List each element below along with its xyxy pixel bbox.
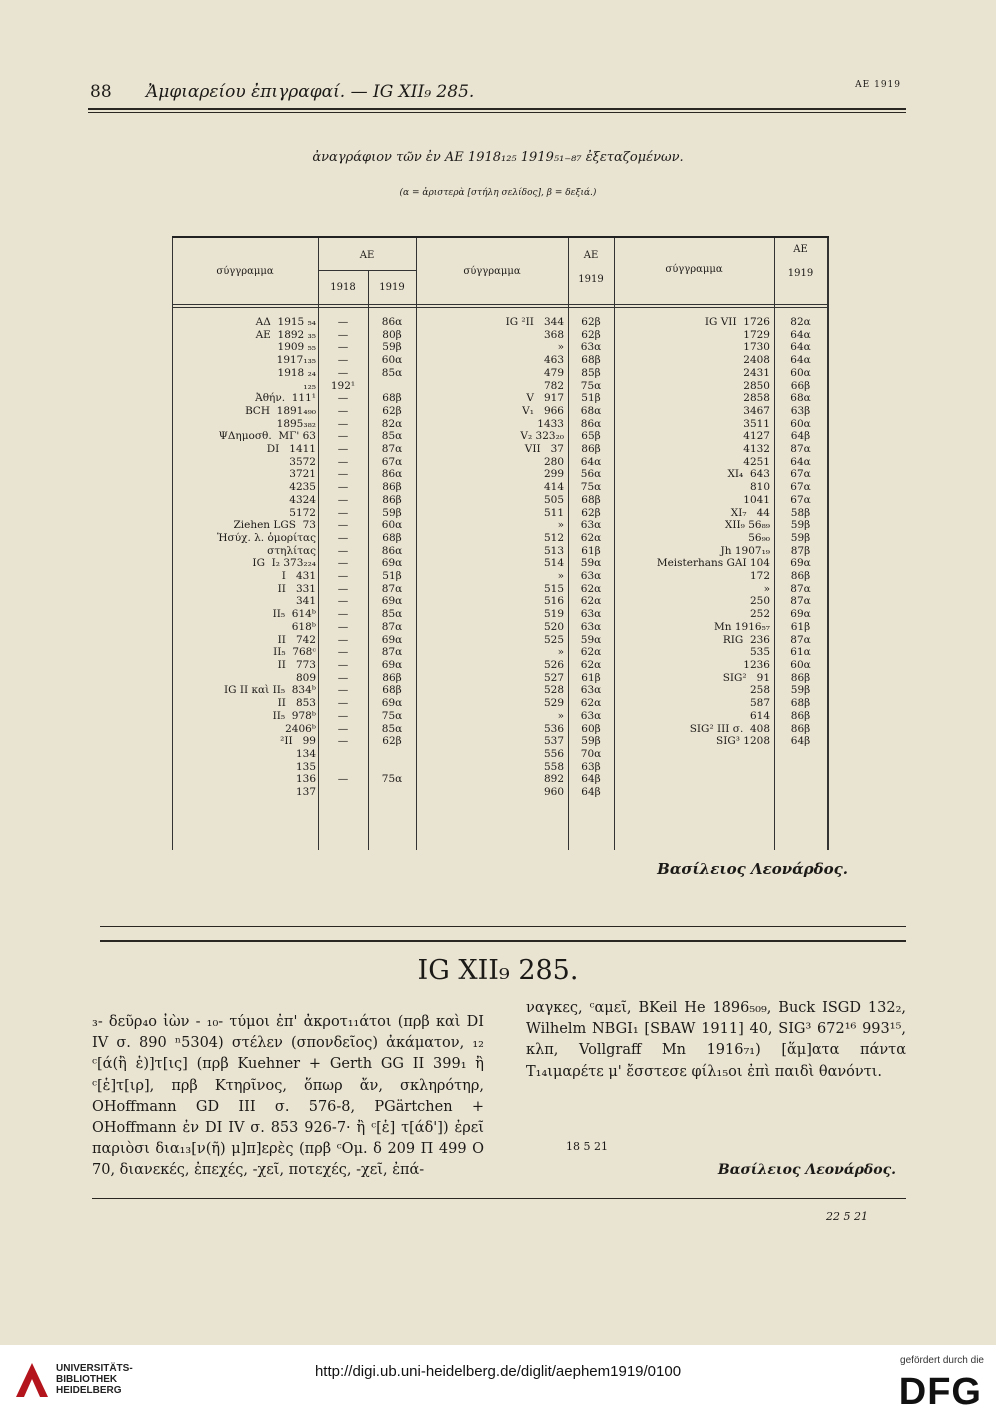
col-header-syngramma-3: σύγγραμμα	[665, 264, 723, 275]
col-header-ae-1: ΑΕ	[359, 250, 375, 261]
col-header-syngramma-1: σύγγραμμα	[216, 266, 274, 277]
dfg-logo: DFG	[898, 1371, 982, 1413]
funded-by-label: gefördert durch die	[900, 1355, 984, 1366]
block3-1919: 82α 64α 64α 64α 60α 66β 68α 63β 60α 64β 87α 64α 67α 67α 67α 58β 59β 59β 87β 69α 86β 87α 87α 69α 61β 87α 61α 60α 86β 59β 68β 86β 86β 64β	[790, 316, 811, 748]
section-rule-2	[100, 940, 906, 942]
journal-tag: ΑΕ 1919	[855, 80, 901, 90]
body-right-column: ναγκες, ᶜαμεῖ, BKeil He 1896₅₀₉, Buck ISGD 132₂, Wilhelm NBGI₁ [SBAW 1911] 40, SIG³ 672¹⁶ 993¹⁵, κλπ, Vollgraff Mn 1916₇₁) [ἅμ]ατα πάντα Τ₁₄ιμαρέτε μ' ἔσστεσε φίλ₁₅οι ἐπὶ παιδὶ θανόντι.	[526, 1000, 906, 1080]
date-2: 22 5 21	[826, 1210, 868, 1223]
section-rule-1	[100, 926, 906, 927]
table-caption: ἀναγράφιον τῶν ἐν ΑΕ 1918₁₂₅ 1919₅₁₋₈₇ ἐξεταζομένων.	[312, 150, 684, 165]
index-table	[172, 236, 829, 850]
digitization-footer	[0, 1345, 996, 1417]
date-1: 18 5 21	[566, 1140, 608, 1153]
col-header-1918: 1918	[330, 282, 356, 293]
page-number: 88	[90, 82, 112, 102]
block2-works: IG ²II 344 368 » 463 479 782 V 917 V₁ 966 1433 V₂ 323₂₀ VII 37 280 299 414 505 511 » 512 513 514 » 515 516 519 520 525 » 526 527 528 529 » 536 537 556 558 892 960	[505, 316, 564, 799]
table-note: (α = ἀριστερὰ [στήλη σελίδος], β = δεξιά.)	[399, 188, 597, 198]
block1-1919: 86α 80β 59β 60α 85α 68β 62β 82α 85α 87α 67α 86α 86β 86β 59β 60α 68β 86α 69α 51β 87α 69α 85α 87α 69α 87α 69α 86β 68β 69α 75α 85α 62β 75α	[381, 316, 403, 786]
col-header-ae-2: ΑΕ	[583, 250, 599, 261]
header-rule-thin	[88, 112, 906, 113]
col-header-1919-3: 1919	[787, 268, 814, 279]
running-title: Ἀμφιαρείου ἐπιγραφαί. — IG XII₉ 285.	[146, 82, 475, 102]
block2-1919: 62β 62β 63α 68β 85β 75α 51β 68α 86α 65β 86β 64α 56α 75α 68β 62β 63α 62α 61β 59α 63α 62α 62α 63α 63α 59α 62α 62α 61β 63α 62α 63α 60β 59β 70α 63β 64β 64β	[580, 316, 602, 799]
header-rule	[88, 108, 906, 110]
signature-2: Βασίλειος Λεονάρδος.	[717, 1162, 896, 1178]
block3-works: IG VII 1726 1729 1730 2408 2431 2850 2858 3467 3511 4127 4132 4251 XI₄ 643 810 1041 XI₇ 44 XII₉ 56₈₉ 56₉₀ Jh 1907₁₉ Meisterhans GAI 104 172 » 250 252 Mn 1916₅₇ RIG 236 535 1236 SIG² 91 258 587 614 SIG² III σ. 408 SIG³ 1208	[656, 316, 770, 748]
library-name: UNIVERSITÄTS- BIBLIOTHEK HEIDELBERG	[56, 1363, 133, 1396]
body-left-column: ₃- δεῦρ₄ο ἰὼν - ₁₀- τύμοι ἐπ' ἀκροτ₁₁άτοι (πρβ καὶ DI IV σ. 890 ⁿ5304) στέλεν (σπονδεῖος) ἀκάματον, ₁₂ ᶜ[ά(ἢ ἑ)]τ[ις] (πρβ Kuehner + Gerth GG II 399₁ ἢ ᶜ[ἑ]τ[ιρ], πρβ Κτηρῖνος, ὅπωρ ἄν, σκληρότηρ, OHoffmann GD III σ. 576-8, PGärtchen + OHoffmann ἐν DI IV σ. 853 926-7· ἢ ᶜ[ἑ] τ[άδ']) ἐρεῖ παριὸσι δια₁₃[ν(ῆ) μ]π]ερὲς (πρβ ᶜΟμ. δ 209 Π 499 Ο 70, διανεκές, ἐπεχές, -χεῖ, ποτεχές, -χεῖ, ἐπά-	[92, 1014, 484, 1179]
col-header-1919-1: 1919	[379, 282, 405, 293]
permalink-url[interactable]: http://digi.ub.uni-heidelberg.de/diglit/aephem1919/0100	[314, 1363, 682, 1380]
block1-works: ΑΔ 1915 ₅₄ ΑΕ 1892 ₃₅ 1909 ₅₅ 1917₁₃₅ 1918 ₂₄ ₁₂₅ Ἀθήν. 111¹ ΒCH 1891₄₉₀ 1895₃₈₂ ΨΔημοσθ. ΜΓ' 63 DI 1411 3572 3721 4235 4324 5172 Ziehen LGS 73 Ἡσύχ. λ. ὁμορίτας στηλίτας IG I₂ 373₂₂₄ I 431 II 331 341 II₅ 614ᵇ 618ᵇ II 742 II₅ 768ᶜ II 773 809 IG II καὶ II₅ 834ᵇ II 853 II₅ 978ᵇ 2406ᵇ ²II 99 134 135 136 137	[217, 316, 316, 799]
footer-rule	[92, 1198, 906, 1199]
signature-1: Βασίλειος Λεονάρδος.	[657, 860, 848, 878]
col-header-1919-2: 1919	[578, 274, 604, 285]
col-header-syngramma-2: σύγγραμμα	[463, 266, 521, 277]
section-title: IG XII₉ 285.	[417, 955, 579, 986]
col-header-ae-3: ΑΕ	[793, 244, 808, 255]
block1-1918: — — — — — 192¹ — — — — — — — — — — — — — — — — — — — — — — — — — — — — —	[330, 316, 356, 786]
